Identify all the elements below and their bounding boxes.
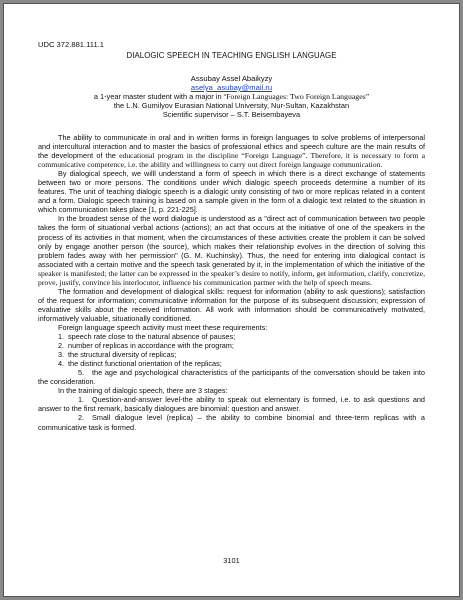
paragraph-6: In the training of dialogic speech, there are 3 stages:	[58, 386, 228, 396]
author-affiliation-university: the L.N. Gumilyov Eurasian National University, Nur-Sultan, Kazakhstan	[113, 101, 350, 110]
list-item-text: number of replicas in accordance with the program;	[68, 341, 234, 351]
affiliation-degree-text: a 1-year master student with a major in “	[93, 92, 227, 101]
list-number: 2.	[58, 341, 65, 351]
requirement-item-5	[38, 368, 425, 386]
list-number: 2.	[78, 413, 85, 423]
list-item-text: the age and psychological characteristics of the participants of the conversation should be taken into the consideration.	[38, 368, 425, 387]
list-item-text: the structural diversity of replicas;	[68, 350, 177, 360]
paragraph-3	[38, 214, 425, 286]
list-item-text: Small dialogue level (replica) – the ability to combine binomial and three-term replicas with a communicative task is formed.	[38, 413, 425, 432]
author-affiliation-degree	[38, 92, 425, 101]
document-page	[3, 3, 460, 597]
paragraph-3-text: In the broadest sense of the word dialogue is understood as a "direct act of communication between two people takes the form of situational verbal actions (actions); an act that occurs at the initiative of one of the speakers in the process of its activities in that moment, when the circumstances of these activities create the problem it can be solved only by engage another person (the source), which makes their relationship evolves in the direction of solving this problem fades away with her permission" (G. M. Kuchinsky). Thus, the need for entering into dialogical contact is associated with a certain motive and the speech task generated by it, in the implementation of which the initiative of the	[38, 214, 425, 269]
list-number: 3.	[58, 350, 65, 360]
requirement-item-1	[38, 332, 425, 341]
paragraph-2: By dialogical speech, we willl understand a form of speech in which there is a direct exchange of statements between two or more persons. The conditions under which dialogic speech proceeds determine a number of its features. The unit of teaching dialogic speech is a dialogic unity consisting of two or more replicas related in a content and a form. Dialogic speech training is based on a sample given in the form of a dialogic text related to the situation in which communication takes place [1, p. 221-225].	[38, 169, 425, 215]
stage-item-1	[38, 395, 425, 413]
udc-code: UDC 372.881.111.1	[38, 40, 104, 49]
paper-body	[38, 133, 425, 432]
paragraph-1	[38, 133, 425, 169]
paper-title: DIALOGIC SPEECH IN TEACHING ENGLISH LANGUAGE	[126, 51, 337, 60]
requirement-item-2	[38, 341, 425, 350]
paragraph-1-text: The ability to communicate in oral and in written forms in foreign languages to solve problems of interpersonal and intercultural interaction and to master the basics of professional ethics and speech culture are the main results of the development of the	[38, 133, 425, 161]
page-number: 3101	[223, 556, 240, 565]
scientific-supervisor: Scientific supervisor – S.T. Beisembayeva	[162, 110, 301, 119]
list-number: 4.	[58, 359, 65, 369]
paragraph-1-serif-text: educational program in the discipline “Foreign Language”. Therefore, it is necessary to form a communicative competence, i.e. the ability and willingness to carry out direct foreign language communication.	[38, 151, 426, 170]
list-number: 1.	[58, 332, 65, 342]
requirement-item-3	[38, 350, 425, 359]
author-email-link[interactable]: aselya_asubay@mail.ru	[190, 83, 273, 92]
paragraph-3-serif-text: speaker is manifested; the latter can be expressed in the speaker’s desire to notify, inform, get information, clarify, concretize, prove, justify, convince his interlocutor, influence his communication partner with the help of speech means.	[38, 268, 425, 287]
stage-item-2	[38, 413, 425, 431]
list-item-text: Question-and-answer level-the ability to speak out elementary is formed, i.e. to ask questions and answer to the first remark, basically dialogues are binomial: question and answer.	[38, 395, 425, 414]
requirement-item-4	[38, 359, 425, 368]
list-item-text: speech rate close to the natural absence of pauses;	[68, 332, 236, 342]
paragraph-5: Foreign language speech activity must meet these requirements:	[58, 322, 268, 332]
list-item-text: the distinct functional orientation of the replicas;	[68, 359, 222, 369]
paragraph-4: The formation and development of dialogical skills: request for information (ability to ask questions); satisfaction of the request for information; communicative information for the purpose of its subsequent discussion; expression of evaluative skills about the received information. All work with information should be communicatively motivated, informatively valuable, situationally conditioned.	[38, 286, 425, 323]
author-name: Assubay Assel Abaikyzy	[190, 74, 273, 83]
affiliation-major-text: Foreign Languages: Two Foreign Languages”	[226, 92, 370, 101]
list-number: 1.	[78, 395, 85, 405]
list-number: 5.	[78, 368, 85, 378]
